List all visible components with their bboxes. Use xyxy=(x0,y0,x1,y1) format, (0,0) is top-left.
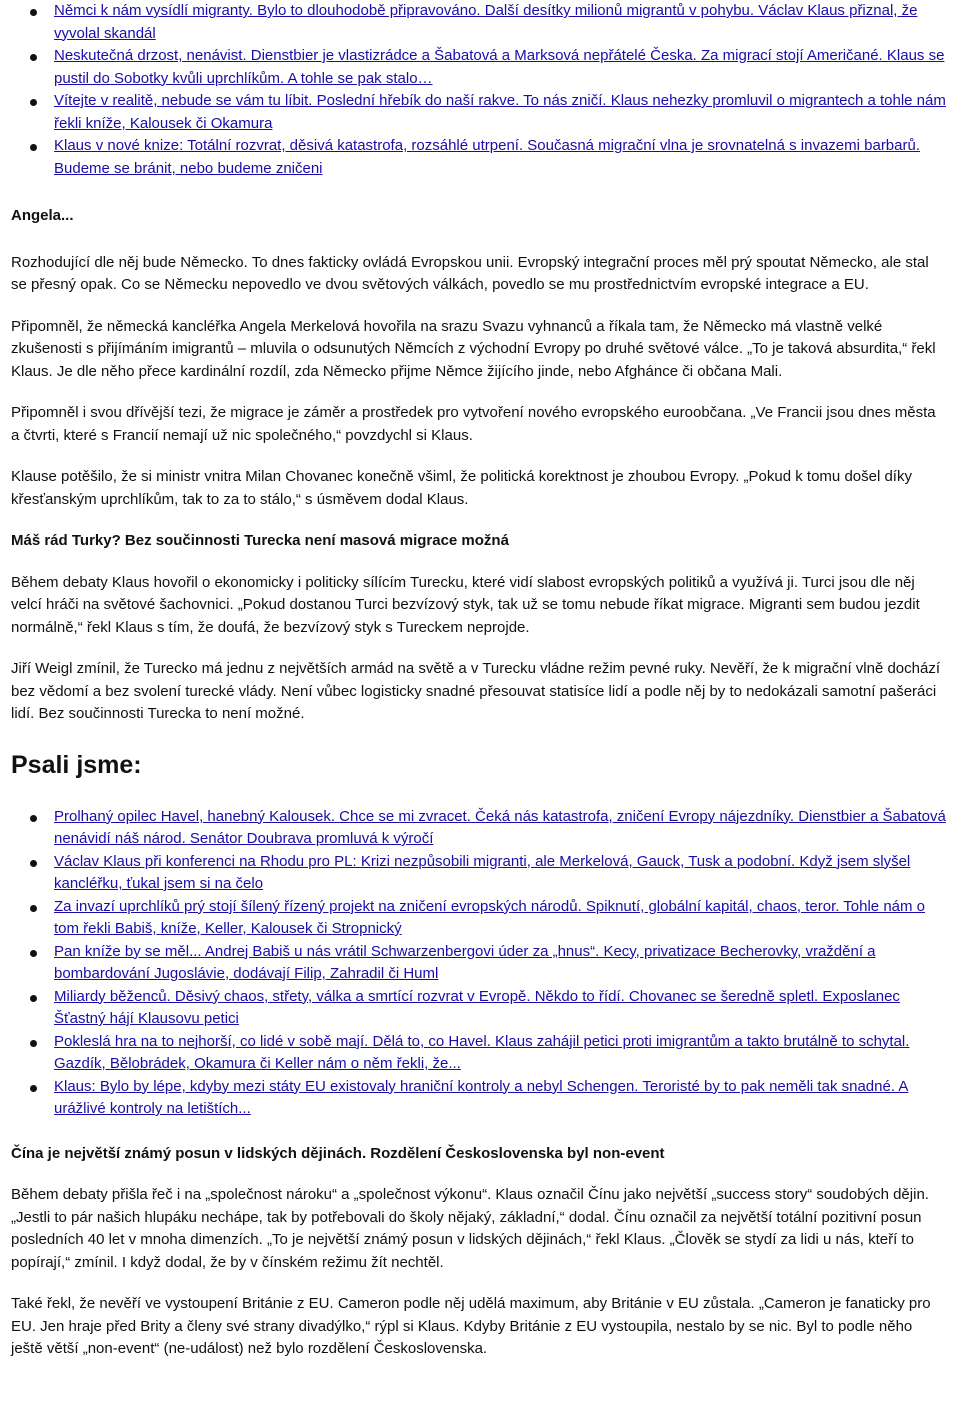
section-heading-angela: Angela... xyxy=(11,207,74,224)
list-item xyxy=(54,90,946,135)
paragraph: Během debaty přišla řeč i na „společnost nároku“ a „společnost výkonu“. Klaus označil Čínu jako největší „success story“ soudobých dějin. „Jestli to pár našich hlupáku nechápe, tak by potřebovali do školy nějaký, základní,“ dodal. Čínu označil za největší totální pozitivní posun posledních 40 let v mnoha dimenzích. „To je největší známý posun v lidských dějinách,“ řekl Klaus. „Člověk se stydí za lidi u nás, kteří to popírají,“ zmínil. I když dodal, že by v čínském režimu žít nechtěl. xyxy=(11,1186,929,1271)
related-link[interactable]: Klaus: Bylo by lépe, kdyby mezi státy EU existovaly hraniční kontroly a nebyl Schengen. Teroristé by to pak neměli tak snadné. A urážlivé kontroly na letištích... xyxy=(54,1077,909,1117)
list-item xyxy=(54,806,946,851)
related-link[interactable]: Neskutečná drzost, nenávist. Dienstbier je vlastizrádce a Šabatová a Marksová nepřátelé Česka. Za migrací stojí Američané. Klaus se pustil do Sobotky kvůli uprchlíkům. A tohle se pak stalo… xyxy=(54,47,945,87)
paragraph: Připomněl, že německá kancléřka Angela Merkelová hovořila na srazu Svazu vyhnanců a říkala tam, že Německo má vlastně velké zkušenosti s přijímáním imigrantů – mluvila o odsunutých Němcích z východní Evropy po druhé světové válce. „To je taková absurdita,“ řekl Klaus. Je dle něho přece kardinální rozdíl, zda Německo přijme Němce žijícího jinde, nebo Afghánce či občana Mali. xyxy=(11,317,936,380)
related-link[interactable]: Pan kníže by se měl... Andrej Babiš u nás vrátil Schwarzenbergovi úder za „hnus“. Kecy, privatizace Becherovky, vraždění a bombardování Jugoslávie, dodávají Filip, Zahradil či Huml xyxy=(54,942,876,982)
related-link[interactable]: Václav Klaus při konferenci na Rhodu pro PL: Krizi nezpůsobili migranti, ale Merkelová, Gauck, Tusk a podobní. Když jsem slyšel kancléřku, ťukal jsem si na čelo xyxy=(54,852,911,892)
related-link[interactable]: Za invazí uprchlíků prý stojí šílený řízený projekt na zničení evropských národů. Spiknutí, globální kapitál, chaos, teror. Tohle nám o tom řekli Babiš, kníže, Keller, Kalousek či Stropnický xyxy=(54,897,926,937)
paragraph: Během debaty Klaus hovořil o ekonomicky i politicky sílícím Turecku, které vidí slabost evropských politiků a využívá ji. Turci jsou dle něj velcí hráči na světové šachovnici. „Pokud dostanou Turci bezvízový styk, tak už se tomu nebude říkat migrace. Migranti sem budou jezdit normálně,“ řekl Klaus s tím, že doufá, že bezvízový styk s Tureckem neprojde. xyxy=(11,573,920,636)
related-link[interactable]: Miliardy běženců. Děsivý chaos, střety, válka a smrtící rozvrat v Evropě. Někdo to řídí. Chovanec se šeredně spletl. Exposlanec Šťastný hájí Klausovu petici xyxy=(54,987,900,1027)
list-item xyxy=(54,941,946,986)
list-item xyxy=(54,986,946,1031)
list-item xyxy=(54,1031,946,1076)
paragraph: Klause potěšilo, že si ministr vnitra Milan Chovanec konečně všiml, že politická korektnost je zhoubou Evropy. „Pokud k tomu došel díky křesťanským uprchlíkům, tak to za to stálo,“ s úsměvem dodal Klaus. xyxy=(11,468,912,508)
paragraph: Také řekl, že nevěří ve vystoupení Británie z EU. Cameron podle něj udělá maximum, aby Británie v EU zůstala. „Cameron je fanaticky pro EU. Jen hraje před Brity a členy své strany divadýlko,“ rýpl si Klaus. Kdyby Británie z EU vystoupila, nestalo by se nic. Byl to podle něho ještě větší „non-event“ (ne-událost) než bylo rozdělení Československa. xyxy=(11,1295,931,1357)
paragraph: Jiří Weigl zmínil, že Turecko má jednu z největších armád na světě a v Turecku vládne režim pevné ruky. Nevěří, že k migrační vlně dochází bez vědomí a bez svolení turecké vlády. Není vůbec logisticky snadné přesouvat statisíce lidí a podle něj by to nedokázali samotní pašeráci lidí. Bez součinnosti Turecka to není možné. xyxy=(11,660,941,722)
list-item xyxy=(54,0,946,45)
list-item xyxy=(54,135,946,180)
psali-jsme-heading: Psali jsme: xyxy=(11,750,142,779)
list-item xyxy=(54,45,946,90)
related-link[interactable]: Vítejte v realitě, nebude se vám tu líbit. Poslední hřebík do naší rakve. To nás zničí. Klaus nehezky promluvil o migrantech a tohle nám řekli kníže, Kalousek či Okamura xyxy=(54,92,946,132)
paragraph: Rozhodující dle něj bude Německo. To dnes fakticky ovládá Evropskou unii. Evropský integrační proces měl prý spoutat Německo, ale stal se přesný opak. Co se Německu nepovedlo ve dvou světových válkách, povedlo se mu prostřednictvím evropské integrace a EU. xyxy=(11,253,929,293)
related-link[interactable]: Pokleslá hra na to nejhorší, co lidé v sobě mají. Dělá to, co Havel. Klaus zahájil petici proti imigrantům a takto brutálně to schytal. Gazdík, Bělobrádek, Okamura či Keller nám o něm řekli, že... xyxy=(54,1032,910,1072)
list-item xyxy=(54,1076,946,1121)
related-links-psali-jsme xyxy=(11,806,946,1121)
paragraph: Připomněl i svou dřívější tezi, že migrace je záměr a prostředek pro vytvoření nového evropského euroobčana. „Ve Francii jsou dnes města a čtvrti, které s Francií nemají už nic společného,“ povzdychl si Klaus. xyxy=(11,404,936,444)
related-link[interactable]: Němci k nám vysídlí migranty. Bylo to dlouhodobě připravováno. Další desítky milionů migrantů v pohybu. Václav Klaus přiznal, že vyvolal skandál xyxy=(54,2,918,42)
related-links-top xyxy=(11,0,946,180)
list-item xyxy=(54,896,946,941)
related-link[interactable]: Klaus v nové knize: Totální rozvrat, děsivá katastrofa, rozsáhlé utrpení. Současná migrační vlna je srovnatelná s invazemi barbarů. Budeme se bránit, nebo budeme zničeni xyxy=(54,137,921,177)
section-heading-turky: Máš rád Turky? Bez součinnosti Turecka není masová migrace možná xyxy=(11,532,509,549)
list-item xyxy=(54,851,946,896)
related-link[interactable]: Prolhaný opilec Havel, hanebný Kalousek. Chce se mi zvracet. Čeká nás katastrofa, zničení Evropy nájezdníky. Dienstbier a Šabatová nenávidí náš národ. Senátor Doubrava promluvá k výročí xyxy=(54,807,946,847)
section-heading-cina: Čína je největší známý posun v lidských dějinách. Rozdělení Československa byl non-event xyxy=(11,1144,665,1162)
